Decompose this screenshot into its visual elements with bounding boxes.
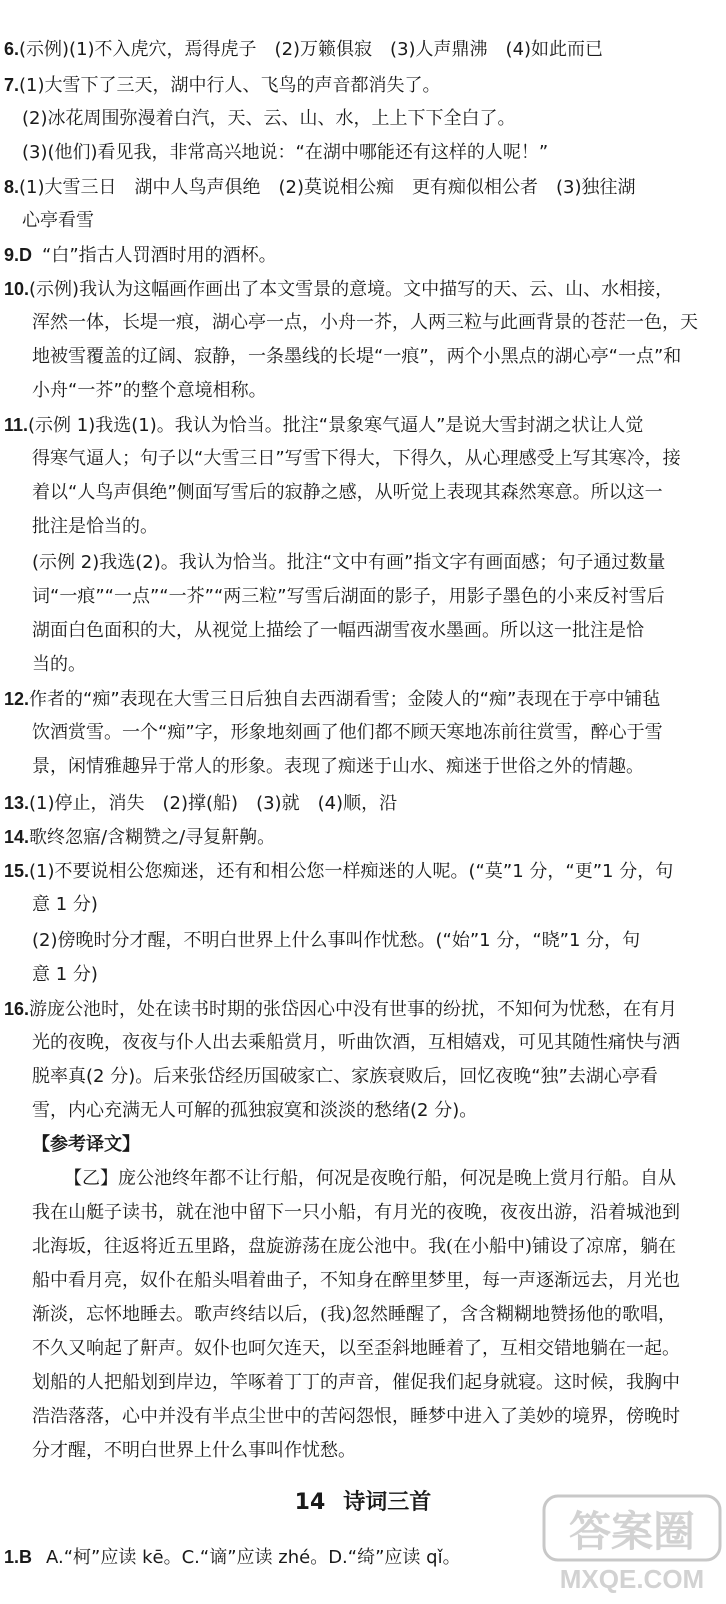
- answer-text: (示例 1)我选(1)。我认为恰当。批注“景象寒气逼人”是说大雪封湖之状让人觉: [28, 415, 644, 436]
- answer-text: (示例)我认为这幅画作画出了本文雪景的意境。文中描写的天、云、山、水相接，: [29, 279, 674, 300]
- answer-text: (1)大雪下了三天，湖中行人、飞鸟的声音都消失了。: [19, 75, 441, 96]
- translation-line: 不久又响起了鼾声。奴仆也呵欠连天，以至歪斜地睡着了，互相交错地躺在一起。: [32, 1338, 680, 1359]
- answer-text: 浑然一体，长堤一痕，湖心亭一点，小舟一芥，人两三粒与此画背景的苍茫一色，天: [32, 312, 698, 333]
- question-number: 8.: [4, 177, 20, 197]
- section-title: 诗词三首: [343, 1490, 432, 1515]
- watermark-url: MXQE.COM: [559, 1564, 705, 1594]
- answer-text: 歌终忽寤/含糊赞之/寻复鼾齁。: [29, 827, 276, 848]
- answer-text: 脱率真(2 分)。后来张岱经历国破家亡、家族衰败后，回忆夜晚“独”去湖心亭看: [32, 1066, 658, 1087]
- answer-text: 小舟“一芥”的整个意境相称。: [32, 380, 267, 401]
- watermark-main: 答案圈: [568, 1507, 696, 1556]
- answer-text: “白”指古人罚酒时用的酒杯。: [42, 245, 277, 266]
- answer-text: 得寒气逼人；句子以“大雪三日”写雪下得大，下得久，从心理感受上写其寒冷，接: [32, 448, 681, 469]
- question-number: 11.: [4, 415, 29, 435]
- answer-text: 着以“人鸟声俱绝”侧面写雪后的寂静之感，从听觉上表现其森然寒意。所以这一: [32, 482, 663, 503]
- answer-text: 心亭看雪: [22, 210, 94, 231]
- question-number: 14.: [4, 827, 30, 847]
- answer-text: 意 1 分): [32, 964, 98, 985]
- question-number: 1.: [4, 1547, 20, 1567]
- answer-text: A.“柯”应读 kē。C.“谪”应读 zhé。D.“绮”应读 qǐ。: [46, 1547, 461, 1568]
- answer-text: (2)冰花周围弥漫着白汽，天、云、山、水，上上下下全白了。: [22, 108, 516, 129]
- answer-text: (1)停止，消失 (2)撑(船) (3)就 (4)顺，沿: [29, 793, 398, 814]
- answer-text: 景，闲情雅趣异于常人的形象。表现了痴迷于山水、痴迷于世俗之外的情趣。: [32, 756, 644, 777]
- question-number: 6.: [4, 39, 20, 59]
- answer-text: 意 1 分): [32, 894, 98, 915]
- translation-line: 划船的人把船划到岸边，竿啄着丁丁的声音，催促我们起身就寝。这时候，我胸中: [32, 1372, 680, 1393]
- reference-heading: 【参考译文】: [32, 1134, 140, 1155]
- answer-text: 作者的“痴”表现在大雪三日后独自去西湖看雪；金陵人的“痴”表现在于亭中铺毡: [29, 689, 661, 710]
- translation-line: 浩浩落落，心中并没有半点尘世中的苦闷怨恨，睡梦中进入了美妙的境界，傍晚时: [32, 1406, 680, 1427]
- translation-line: 船中看月亮，奴仆在船头唱着曲子，不知身在醉里梦里，每一声逐渐远去，月光也: [32, 1270, 680, 1291]
- answer-text: 词“一痕”“一点”“一芥”“两三粒”写雪后湖面的影子，用影子墨色的小来反衬雪后: [32, 586, 665, 607]
- answer-text: (示例)(1)不入虎穴，焉得虎子 (2)万籁俱寂 (3)人声鼎沸 (4)如此而已: [19, 39, 604, 60]
- translation-line: 【乙】庞公池终年都不让行船，何况是夜晚行船，何况是晚上赏月行船。自从: [64, 1168, 676, 1189]
- answer-text: 湖面白色面积的大，从视觉上描绘了一幅西湖雪夜水墨画。所以这一批注是恰: [32, 620, 644, 641]
- watermark-graphic: [536, 1490, 726, 1600]
- answer-text: 当的。: [32, 654, 86, 675]
- choice-letter: B: [19, 1547, 33, 1567]
- answer-text: 游庞公池时，处在读书时期的张岱因心中没有世事的纷扰，不知何为忧愁，在有月: [29, 999, 678, 1020]
- answer-text: 光的夜晚，夜夜与仆人出去乘船赏月，听曲饮酒，互相嬉戏，可见其随性痛快与洒: [32, 1032, 680, 1053]
- translation-line: 北海坂，往返将近五里路，盘旋游荡在庞公池中。我(在小船中)铺设了凉席，躺在: [32, 1236, 677, 1257]
- translation-line: 渐淡，忘怀地睡去。歌声终结以后，(我)忽然睡醒了，含含糊糊地赞扬他的歌唱，: [32, 1304, 677, 1325]
- question-number: 7.: [4, 75, 20, 95]
- translation-line: 分才醒，不明白世界上什么事叫作忧愁。: [32, 1440, 356, 1461]
- section-number: 14: [294, 1490, 326, 1515]
- question-number: 13.: [4, 793, 30, 813]
- answer-text: 饮酒赏雪。一个“痴”字，形象地刻画了他们都不顾天寒地冻前往赏雪，醉心于雪: [32, 722, 663, 743]
- answer-text: (3)(他们)看见我，非常高兴地说：“在湖中哪能还有这样的人呢！”: [22, 142, 549, 163]
- question-number: 15.: [4, 861, 30, 881]
- question-number: 12.: [4, 689, 30, 709]
- answer-text: (1)不要说相公您痴迷，还有和相公您一样痴迷的人呢。(“莫”1 分，“更”1 分，句: [29, 861, 674, 882]
- question-number: 9.: [4, 245, 20, 265]
- translation-line: 我在山艇子读书，就在池中留下一只小船，有月光的夜晚，夜夜出游，沿着城池到: [32, 1202, 680, 1223]
- answer-text: (2)傍晚时分才醒，不明白世界上什么事叫作忧愁。(“始”1 分，“晓”1 分，句: [32, 930, 641, 951]
- answer-text: (1)大雪三日 湖中人鸟声俱绝 (2)莫说相公痴 更有痴似相公者 (3)独往湖: [19, 177, 636, 198]
- answer-text: 地被雪覆盖的辽阔、寂静，一条墨线的长堤“一痕”，两个小黑点的湖心亭“一点”和: [32, 346, 682, 367]
- answer-text: (示例 2)我选(2)。我认为恰当。批注“文中有画”指文字有画面感；句子通过数量: [32, 552, 666, 573]
- watermark-logo: [536, 1490, 726, 1600]
- choice-letter: D: [19, 245, 33, 265]
- question-number: 10.: [4, 279, 30, 299]
- answer-text: 雪，内心充满无人可解的孤独寂寞和淡淡的愁绪(2 分)。: [32, 1100, 478, 1121]
- question-number: 16.: [4, 999, 30, 1019]
- answer-text: 批注是恰当的。: [32, 516, 158, 537]
